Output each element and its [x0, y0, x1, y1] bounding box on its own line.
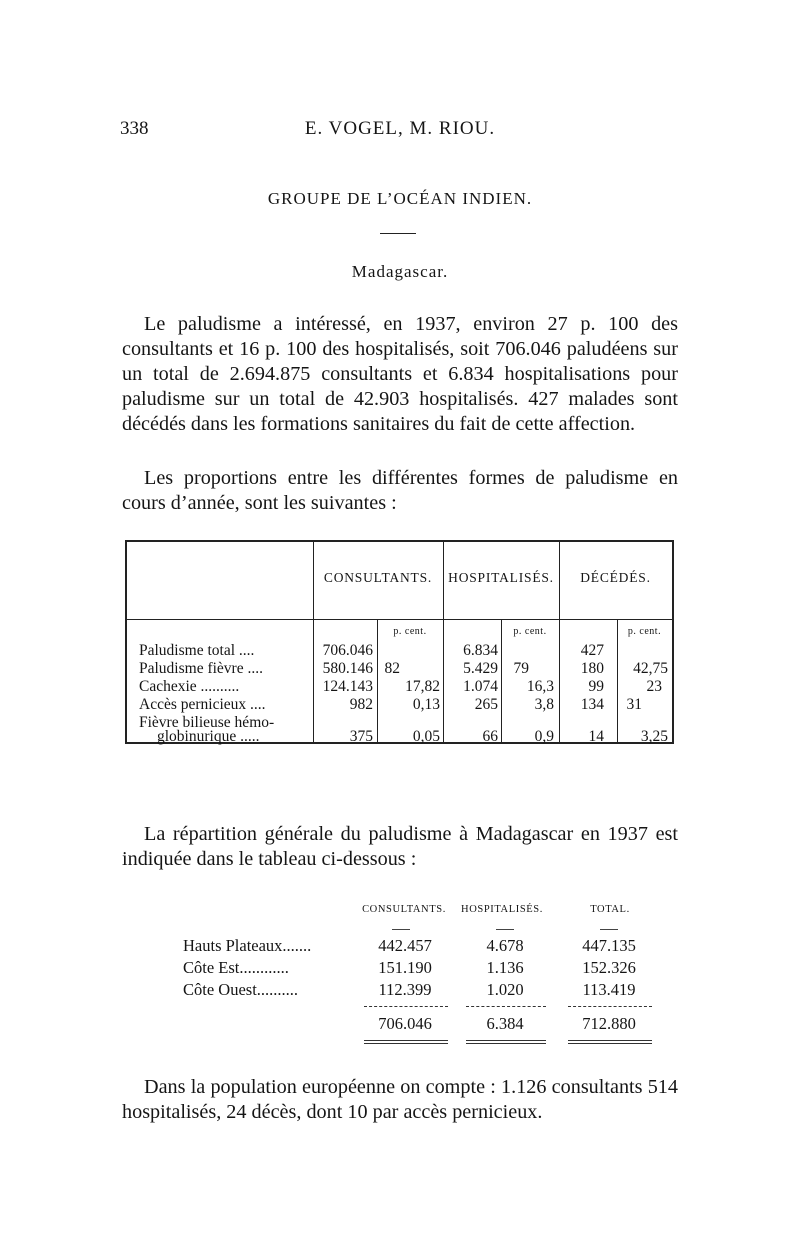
cell: 17,82 [405, 678, 440, 695]
cell: 180 [580, 660, 604, 677]
double-rule [466, 1040, 546, 1041]
col-header-consultants: CONSULTANTS. [362, 904, 446, 915]
cell: 3,25 [640, 728, 668, 745]
row-label: Hauts Plateaux....... [183, 936, 312, 955]
cell: 706.046 [322, 642, 373, 659]
total-cell: 6.384 [486, 1014, 524, 1033]
cell: 427 [580, 642, 604, 659]
cell: 1.074 [463, 678, 498, 695]
row-label: Côte Est............ [183, 958, 289, 977]
malaria-forms-table [125, 540, 674, 744]
table-divider [501, 620, 502, 742]
paragraph-2: Les proportions entre les différentes formes de paludisme en cours d’année, sont les suivantes : [122, 467, 678, 514]
page-header [120, 118, 680, 142]
cell: 113.419 [582, 980, 636, 999]
cell: 16,3 [526, 678, 554, 695]
cell: 82 [384, 660, 400, 677]
cell: 31 [626, 696, 642, 713]
subsection-title: Madagascar. [351, 262, 449, 281]
sum-rule [568, 1006, 652, 1007]
total-cell: 706.046 [378, 1014, 432, 1033]
cell: 1.020 [486, 980, 524, 999]
page-number: 338 [120, 118, 149, 139]
unit-label: p. cent. [513, 626, 547, 637]
cell: 5.429 [463, 660, 498, 677]
row-label: Fièvre bilieuse hémo- [139, 714, 275, 731]
cell: 99 [588, 678, 604, 695]
row-label-continuation: globinurique ..... [157, 728, 260, 745]
sum-rule [364, 1006, 448, 1007]
unit-label: p. cent. [393, 626, 427, 637]
cell: 66 [482, 728, 498, 745]
sum-rule [466, 1006, 546, 1007]
cell: 14 [588, 728, 604, 745]
cell: 0,9 [534, 728, 554, 745]
row-label: Côte Ouest.......... [183, 980, 299, 999]
dash [392, 929, 410, 930]
cell: 23 [646, 678, 662, 695]
paragraph-4: Dans la population européenne on compte : 1.126 consultants 514 hospitalisés, 24 décès, dont 10 par accès pernicieux. [122, 1076, 678, 1123]
cell: 3,8 [534, 696, 554, 713]
cell: 0,05 [412, 728, 440, 745]
table-divider [617, 620, 618, 742]
cell: 134 [580, 696, 604, 713]
double-rule [364, 1043, 448, 1044]
header-decedes: DÉCÉDÉS. [580, 570, 651, 585]
row-label: Paludisme total .... [139, 642, 255, 659]
cell: 982 [349, 696, 373, 713]
table-divider [377, 620, 378, 742]
cell: 124.143 [322, 678, 373, 695]
double-rule [568, 1040, 652, 1041]
double-rule [466, 1043, 546, 1044]
paragraph-1: Le paludisme a intéressé, en 1937, environ 27 p. 100 des consultants et 16 p. 100 des hospitalisés, soit 706.046 paludéens sur un total de 2.694.875 consultants et 6.834 hospitalisations pour paludisme sur un total de 42.903 hospitalisés. 427 malades sont décédés dans les formations sanitaires du fait de cette affection. [122, 313, 678, 435]
row-label: Cachexie .......... [139, 678, 240, 695]
cell: 6.834 [463, 642, 498, 659]
total-cell: 712.880 [582, 1014, 636, 1033]
cell: 265 [474, 696, 498, 713]
cell: 112.399 [378, 980, 432, 999]
cell: 375 [349, 728, 373, 745]
cell: 42,75 [633, 660, 668, 677]
cell: 152.326 [582, 958, 636, 977]
divider [380, 233, 416, 234]
paragraph-3: La répartition générale du paludisme à Madagascar en 1937 est indiquée dans le tableau ci-dessous : [122, 823, 678, 870]
cell: 0,13 [412, 696, 440, 713]
row-label: Paludisme fièvre .... [139, 660, 263, 677]
table-header-rule [127, 619, 672, 620]
running-head: E. VOGEL, M. RIOU. [304, 118, 496, 139]
unit-label: p. cent. [627, 626, 662, 637]
cell: 447.135 [582, 936, 636, 955]
double-rule [364, 1040, 448, 1041]
dash [600, 929, 618, 930]
col-header-total: TOTAL. [590, 904, 630, 915]
cell: 442.457 [378, 936, 432, 955]
header-consultants: CONSULTANTS. [323, 570, 433, 585]
cell: 79 [513, 660, 529, 677]
section-title: GROUPE DE L’OCÉAN INDIEN. [267, 189, 533, 208]
dash [496, 929, 514, 930]
cell: 151.190 [378, 958, 432, 977]
cell: 1.136 [486, 958, 524, 977]
row-label: Accès pernicieux .... [139, 696, 266, 713]
double-rule [568, 1043, 652, 1044]
col-header-hospitalises: HOSPITALISÉS. [461, 904, 543, 915]
header-hospitalises: HOSPITALISÉS. [448, 570, 554, 585]
cell: 580.146 [322, 660, 373, 677]
cell: 4.678 [486, 936, 524, 955]
